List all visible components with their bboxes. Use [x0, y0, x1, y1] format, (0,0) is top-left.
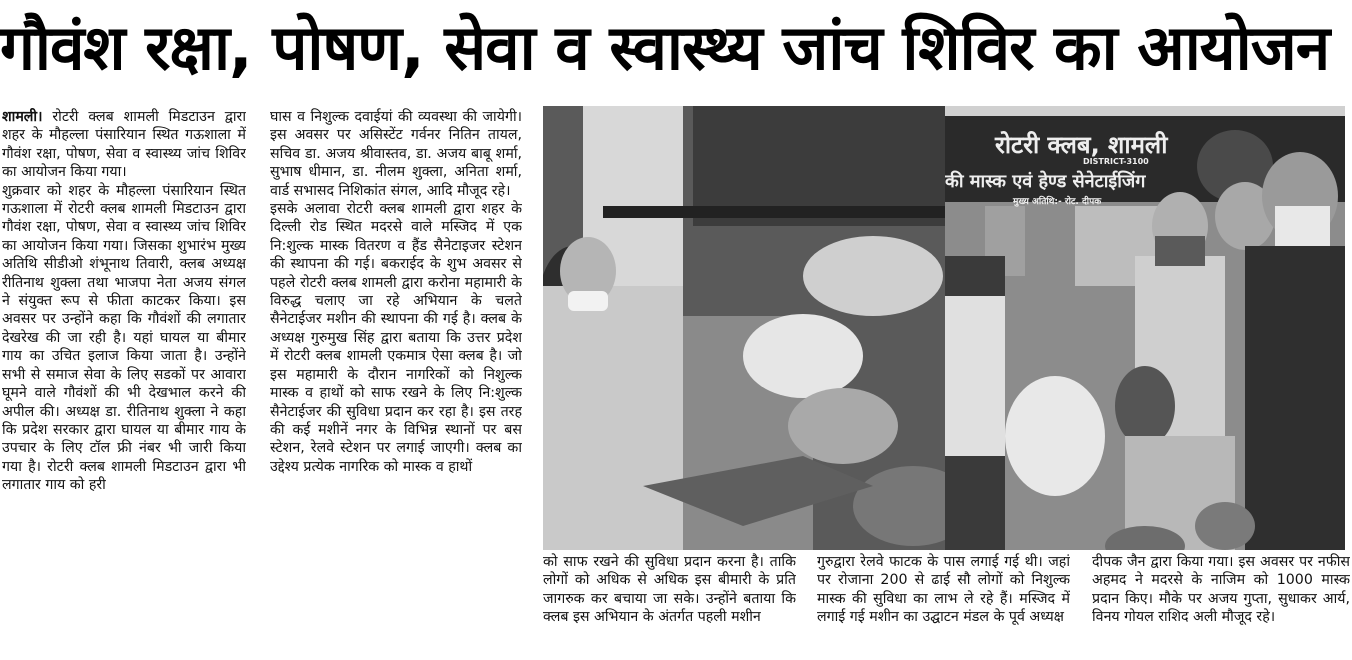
paragraph: घास व निशुल्क दवाईयां की व्यवस्था की जायेगी। इस अवसर पर असिस्टेंट गर्वनर नितिन तायल, सचिव डा. अजय श्रीवास्तव, डा. अजय बाबू शर्मा, सुभाष धीमान, डा. नीलम शुक्ला, अनिता शर्मा, वार्ड सभासद निशिकांत संगल, आदि मौजूद रहे।	[270, 109, 522, 199]
banner-subtitle: की मास्क एवं हेण्ड सेनेटाईजिंग	[945, 171, 1146, 192]
gaushala-photo-illustration	[543, 106, 945, 550]
paragraph: दीपक जैन द्वारा किया गया। इस अवसर पर नफीस अहमद ने मदरसे के नाजिम को 1000 मास्क प्रदान किए। मौके पर अजय गुप्ता, सुधाकर आर्य, विनय गोयल राशिद अली मौजूद रहे।	[1092, 554, 1350, 626]
paragraph: शुक्रवार को शहर के मौहल्ला पंसारियान स्थित गऊशाला में रोटरी क्लब शामली मिडटाउन द्वारा गौवंश रक्षा, पोषण, सेवा व स्वास्थ्य जांच शिविर का आयोजन किया गया। जिसका शुभारंभ मुख्य अतिथि सीडीओ शंभूनाथ तिवारी, क्लब अध्यक्ष रीतिनाथ शुक्ला तथा भाजपा नेता अजय संगल ने संयुक्त रूप से फीता काटकर किया। इस अवसर पर उन्होंने कहा कि गौवंशों की लगातार देखरेख की जा रही है। यहां घायल या बीमार गाय का उचित इलाज किया जाता है। उन्होंने सभी से समाज सेवा के लिए सडकों पर आवारा घूमने वाले गौवंशों की भी देखभाल करने की अपील की। अध्यक्ष डा. रीतिनाथ शुक्ला ने कहा कि प्रदेश सरकार द्वारा घायल या बीमार गाय के उपचार के लिए टॉल फ्री नंबर भी जारी किया गया है। रोटरी क्लब शामली मिडटाउन द्वारा भी लगातार गाय को हरी	[2, 182, 246, 494]
article-column-1	[2, 108, 246, 660]
article-column-3	[543, 553, 796, 660]
banner-chief-guest: मुख्य अतिथि:- रोट. दीपक	[1013, 197, 1102, 207]
gaushala-photo	[543, 106, 945, 550]
article-column-2	[270, 108, 522, 660]
headline: गौवंश रक्षा, पोषण, सेवा व स्वास्थ्य जांच शिविर का आयोजन	[0, 11, 1330, 84]
paragraph: गुरुद्वारा रेलवे फाटक के पास लगाई गई थी। जहां पर रोजाना 200 से ढाई सौ लोगों को निशुल्क मास्क की सुविधा का लाभ ले रहे हैं। मस्जिद में लगाई गई मशीन का उद्घाटन मंडल के पूर्व अध्यक्ष	[817, 554, 1070, 626]
paragraph	[2, 108, 246, 182]
mask-distribution-photo	[945, 106, 1345, 550]
paragraph: इसके अलावा रोटरी क्लब शामली द्वारा शहर के दिल्ली रोड स्थित मदरसे वाले मस्जिद में एक नि:शुल्क मास्क वितरण व हैंड सैनेटाइजर स्टेशन की स्थापना की गई। बकराईद के शुभ अवसर से पहले रोटरी क्लब शामली द्वारा करोना महामारी के विरुद्ध चलाए जा रहे अभियान के चलते सैनेटाईजर मशीन की स्थापना की गई है। क्लब के अध्यक्ष गुरुमुख सिंह द्वारा बताया कि उत्तर प्रदेश में रोटरी क्लब शामली एकमात्र ऐसा क्लब है। जो इस महामारी के दौरान नागरिकों को निशुल्क मास्क व हाथों को साफ रखने के लिए नि:शुल्क सैनेटाईजर की सुविधा प्रदान कर रहा है। इस तरह की कई मशीनें नगर के विभिन्न स्थानों पर बस स्टेशन, रेलवे स्टेशन पर लगाई जाएगी। क्लब का उद्देश्य प्रत्येक नागरिक को मास्क व हाथों	[270, 201, 522, 475]
paragraph: को साफ रखने की सुविधा प्रदान करना है। ताकि लोगों को अधिक से अधिक इस बीमारी के प्रति जागरुक कर बचाया जा सके। उन्होंने बताया कि क्लब इस अभियान के अंतर्गत पहली मशीन	[543, 554, 796, 626]
dateline: शामली।	[2, 109, 43, 125]
article-column-5	[1092, 553, 1350, 660]
banner-district: DISTRICT-3100	[1083, 157, 1149, 166]
banner-title: रोटरी क्लब, शामली	[995, 131, 1168, 159]
paragraph-text: रोटरी क्लब शामली मिडटाउन द्वारा शहर के मौहल्ला पंसारियान स्थित गऊशाला में गौवंश रक्षा, पोषण, सेवा व स्वास्थ्य जांच शिविर का आयोजन किया गया।	[2, 109, 246, 181]
article-column-4	[817, 553, 1070, 660]
